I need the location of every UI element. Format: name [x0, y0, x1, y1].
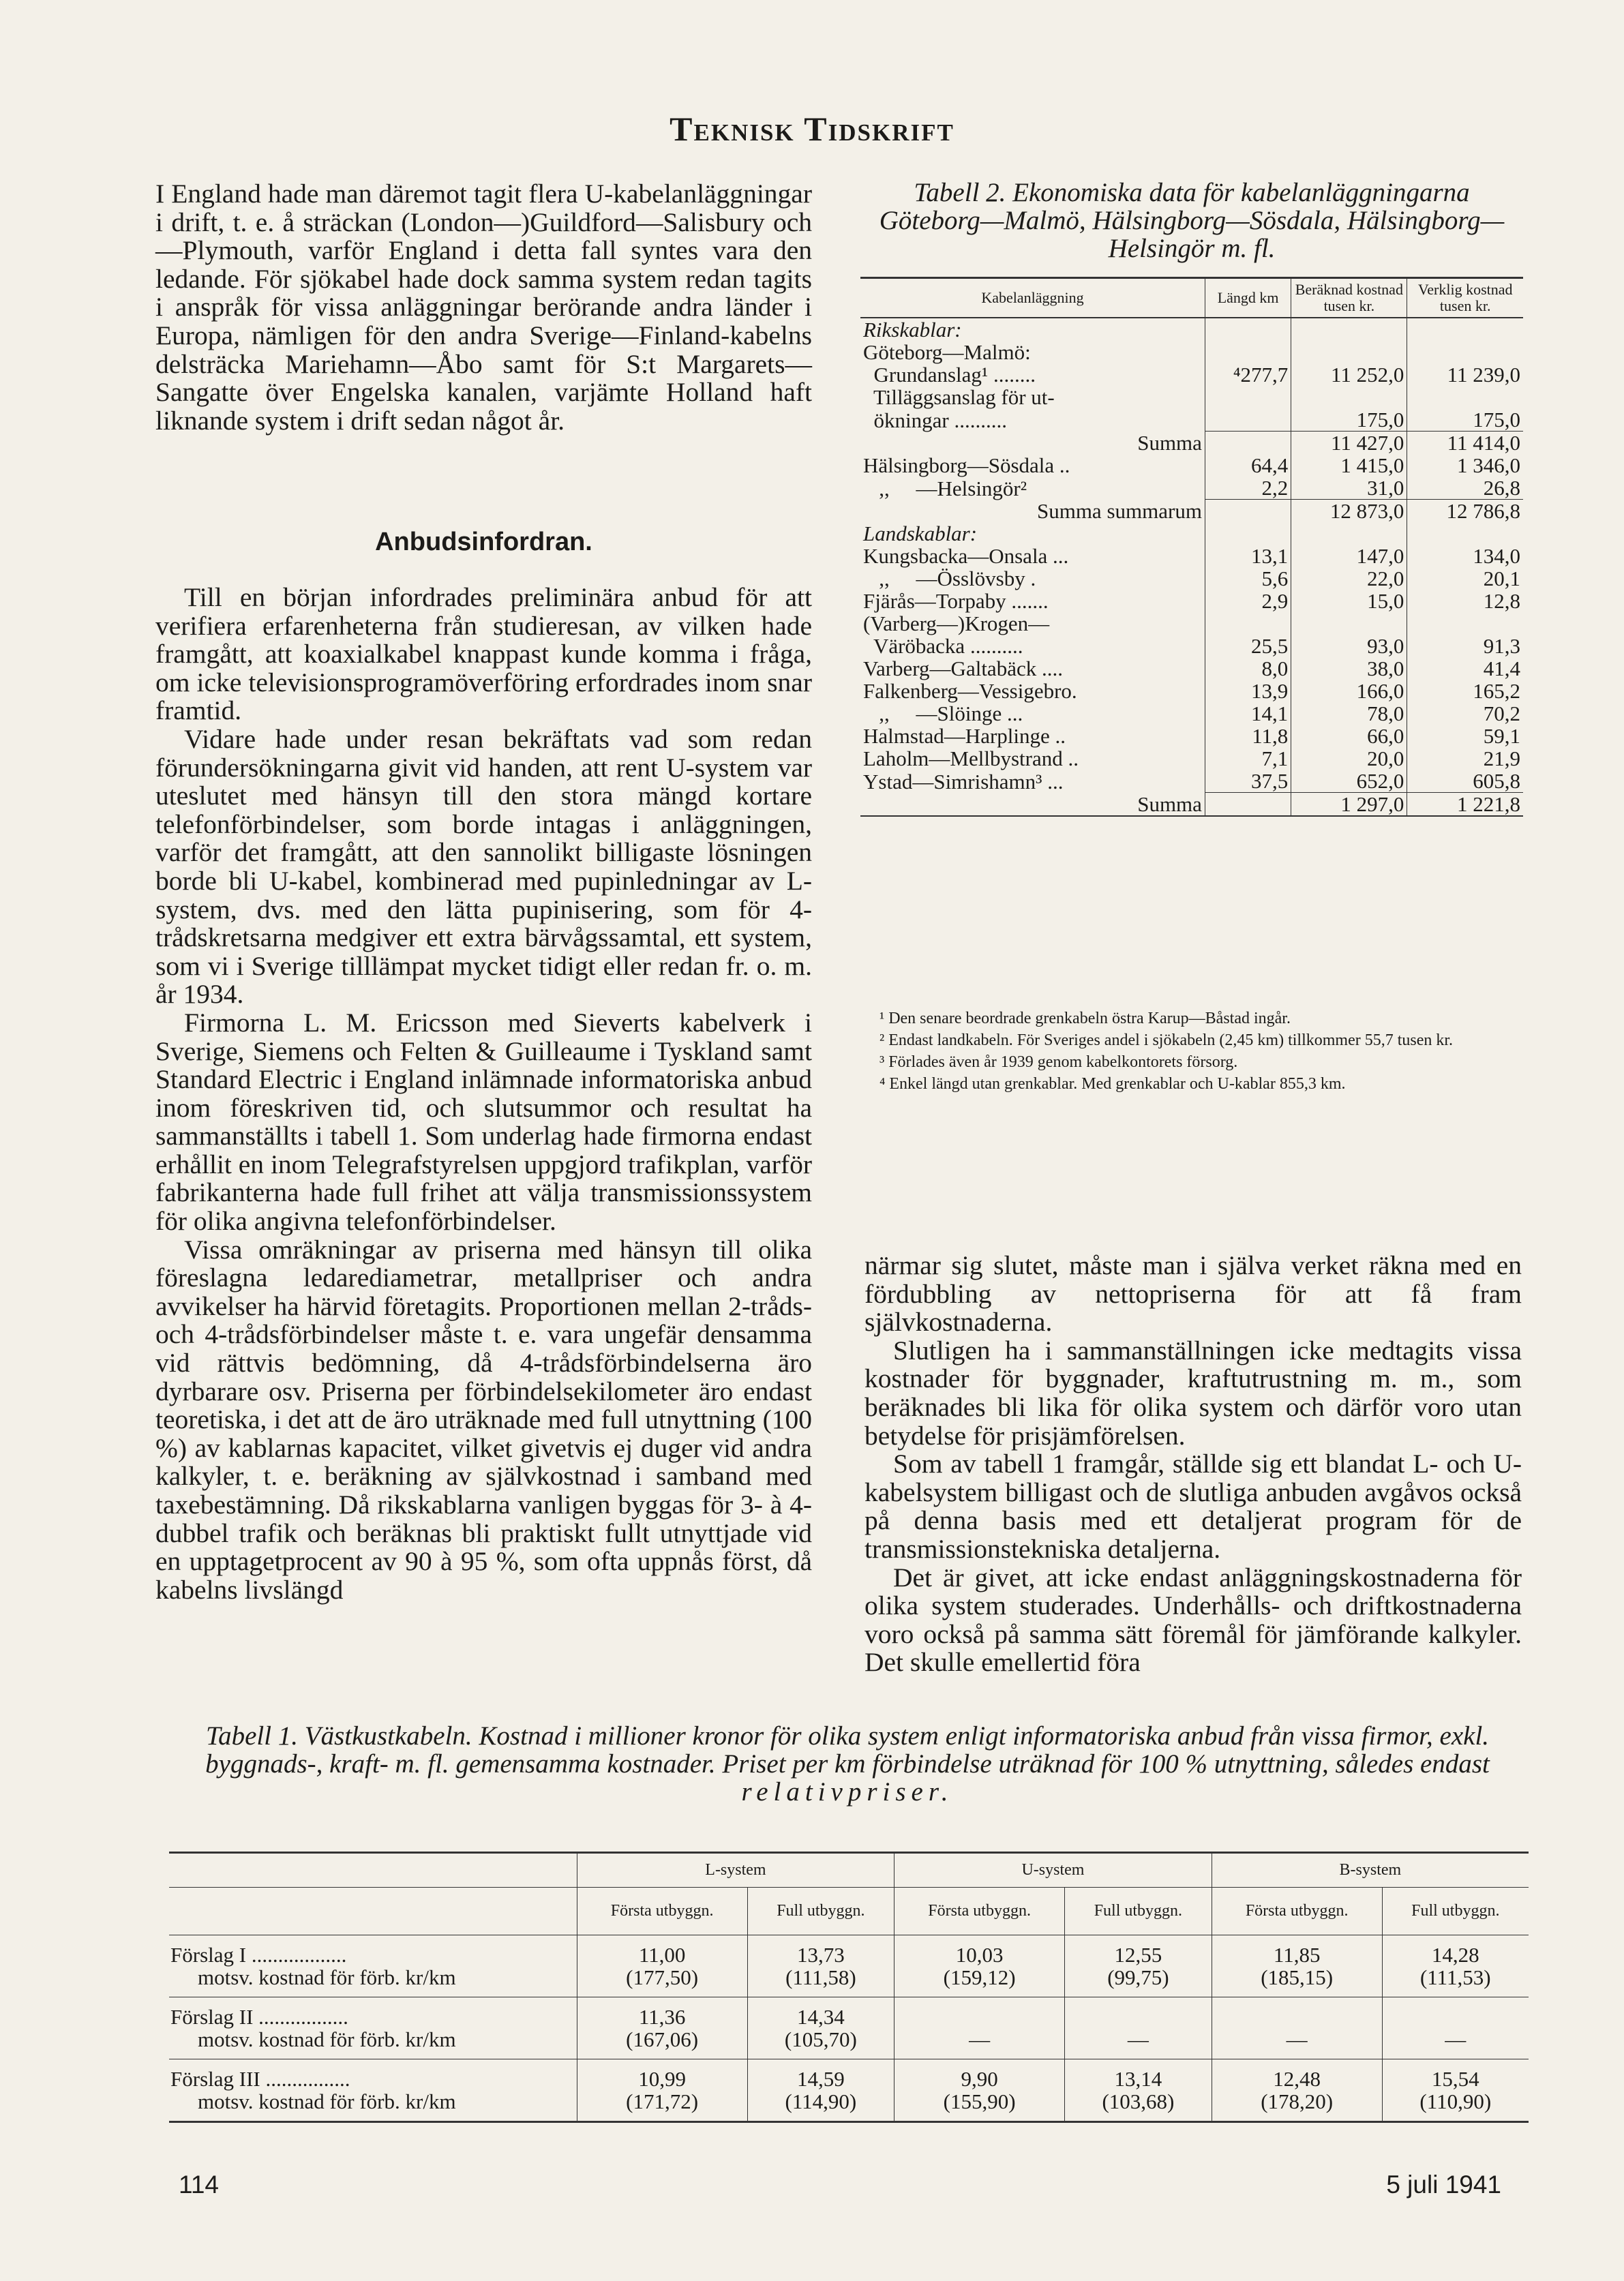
value-cell: 14,28: [1382, 1935, 1529, 1967]
value-cell: 12,55: [1065, 1935, 1212, 1967]
footnote: ² Endast landkabeln. För Sveriges andel i sjökabeln (2,45 km) tillkommer 55,7 tusen kr.: [879, 1031, 1454, 1049]
value-cell: 11,36: [577, 1997, 747, 2029]
value-cell: [1065, 1997, 1212, 2029]
value-cell: 41,4: [1407, 657, 1523, 680]
row-label: Summa: [860, 793, 1205, 817]
value-cell: [1291, 341, 1407, 363]
value-cell: [1407, 386, 1523, 408]
table-row: [860, 567, 1523, 590]
value-cell: 25,5: [1205, 635, 1291, 657]
value-cell: [1205, 612, 1291, 635]
table-row: [860, 522, 1523, 545]
value-cell: [1407, 341, 1523, 363]
header-cell: U-system: [894, 1853, 1212, 1888]
paragraph: Firmorna L. M. Ericsson med Sieverts kabelverk i Sverige, Siemens och Felten & Guilleaume i Tyskland samt Standard Electric i England inlämnade informatoriska anbud inom föreskriven tid, och slutsummor och resultat ha sammanställts i tabell 1. Som underlag hade firmorna endast erhållit en inom Telegrafstyrelsen uppgjord trafikplan, varför fabrikanterna hade full frihet att välja transmissionssystem för olika angivna telefonförbindelser.: [155, 1007, 812, 1237]
table-row: [860, 680, 1523, 702]
row-label: Hälsingborg—Sösdala ..: [863, 453, 1070, 477]
value-cell: [1291, 318, 1407, 341]
value-cell: 7,1: [1205, 747, 1291, 770]
table-row: [169, 2059, 1529, 2091]
table-row: [169, 1935, 1529, 1967]
value-cell: [1291, 612, 1407, 635]
table1-body: [169, 1935, 1529, 2122]
table-row: [860, 770, 1523, 793]
value-cell: 11,00: [577, 1935, 747, 1967]
value-cell: 2,9: [1205, 590, 1291, 612]
paragraph: närmar sig slutet, måste man i själva verket räkna med en fördubbling av nettopriserna för att få fram självkostnaderna.: [864, 1250, 1522, 1338]
table-row: [860, 702, 1523, 725]
value-cell: 20,0: [1291, 747, 1407, 770]
row-label: Landskablar:: [863, 522, 978, 545]
value-cell: [1407, 318, 1523, 341]
value-cell: —: [1065, 2028, 1212, 2059]
table-row: [860, 454, 1523, 477]
row-label: ,, —Össlövsby .: [863, 567, 1036, 590]
value-cell: 12,48: [1212, 2059, 1382, 2091]
value-cell: —: [894, 2028, 1065, 2059]
row-sublabel: motsv. kostnad för förb. kr/km: [198, 2027, 456, 2051]
value-cell: 59,1: [1407, 725, 1523, 747]
table-row: [860, 432, 1523, 455]
value-cell: [1205, 341, 1291, 363]
value-cell: 20,1: [1407, 567, 1523, 590]
value-cell: 26,8: [1407, 477, 1523, 500]
value-cell: [1205, 386, 1291, 408]
value-cell: 1 415,0: [1291, 454, 1407, 477]
row-label: ,, —Helsingör²: [863, 476, 1027, 500]
row-label: (Varberg—)Krogen—: [863, 611, 1050, 635]
left-column-body: [155, 584, 812, 1604]
row-label: Göteborg—Malmö:: [863, 340, 1031, 364]
value-cell: 5,6: [1205, 567, 1291, 590]
value-cell: [1205, 432, 1291, 455]
row-label: Förslag II .................: [169, 1997, 577, 2029]
value-cell: 1 346,0: [1407, 454, 1523, 477]
row-label: Summa: [1137, 431, 1202, 455]
value-cell: [1291, 522, 1407, 545]
value-cell: [1291, 386, 1407, 408]
header-cell: Första utbyggn.: [577, 1888, 747, 1935]
value-cell: 11 239,0: [1407, 363, 1523, 386]
row-sublabel: motsv. kostnad för förb. kr/km: [198, 1965, 456, 1989]
value-cell: (159,12): [894, 1966, 1065, 1997]
paragraph: Slutligen ha i sammanställningen icke medtagits vissa kostnader för byggnader, kraftutrustning m. m., som beräknades bli lika för olika system och därför voro utan betydelse för prisjämförelsen.: [864, 1335, 1522, 1451]
paragraph: Vidare hade under resan bekräftats vad som redan förundersökningarna givit vid handen, att rent U-system var uteslutet med hänsyn till den stora mängd kortare telefonförbindelser, som borde intagas i anläggningen, varför det framgått, att den sannolikt billigaste lösningen borde bli U-kabel, kombinerad med pupinledningar av L-system, dvs. med den lätta pupinisering, som för 4-trådskretsarna medgiver ett extra bärvågssamtal, ett system, som vi i Sverige tilllämpat mycket tidigt eller redan fr. o. m. år 1934.: [155, 723, 812, 1010]
table-row: [860, 341, 1523, 363]
value-cell: 166,0: [1291, 680, 1407, 702]
value-cell: ⁴277,7: [1205, 363, 1291, 386]
row-label: Kungsbacka—Onsala ...: [863, 544, 1069, 568]
value-cell: (103,68): [1065, 2090, 1212, 2122]
value-cell: 1 297,0: [1291, 793, 1407, 817]
header-cell: B-system: [1212, 1853, 1529, 1888]
table-row: [860, 590, 1523, 612]
table-subrow: [169, 2090, 1529, 2122]
value-cell: [1382, 1997, 1529, 2029]
value-cell: 11 414,0: [1407, 432, 1523, 455]
value-cell: 15,54: [1382, 2059, 1529, 2091]
value-cell: [1205, 408, 1291, 432]
paragraph: I England hade man däremot tagit flera U-kabelanläggningar i drift, t. e. å sträckan (London—)Guildford—Salisbury och —Plymouth, varför England i detta fall syntes vara den ledande. För sjökabel hade dock samma system redan tagits i anspråk för vissa anläggningar berörande andra länder i Europa, nämligen för den andra Sverige—Finland-kabelns delsträcka Mariehamn—Åbo samt för S:t Margarets—Sangatte över Engelska kanalen, varjämte Holland haft liknande system i drift sedan något år.: [155, 179, 812, 436]
table2: [860, 277, 1523, 817]
value-cell: 93,0: [1291, 635, 1407, 657]
value-cell: (111,53): [1382, 1966, 1529, 1997]
value-cell: 21,9: [1407, 747, 1523, 770]
header-cell: Verklig kostnad tusen kr.: [1407, 278, 1523, 318]
table-subrow: [169, 2028, 1529, 2059]
row-label: Förslag III ................: [169, 2059, 577, 2091]
header-cell: Full utbyggn.: [747, 1888, 894, 1935]
paragraph: Vissa omräkningar av priserna med hänsyn till olika föreslagna ledarediametrar, metallpriser och andra avvikelser ha härvid företagits. Proportionen mellan 2-tråds- och 4-trådsförbindelser måste t. e. vara ungefär densamma vid rättvis bedömning, då 4-trådsförbindelserna äro dyrbarare osv. Priserna per förbindelsekilometer äro endast teoretiska, i det att de äro uträknade med full utnyttning (100 %) av kablarnas kapacitet, vilket givetvis ej duger vid andra kalkyler, t. e. beräkning av självkostnad i samband med taxebestämning. Då rikskablarna vanligen byggas för 3- à 4-dubbel trafik och beräknas bli praktiskt fullt utnyttjade vid en upptagetprocent av 90 à 95 %, som ofta uppnås först, då kabelns livslängd: [155, 1234, 812, 1605]
header-cell: L-system: [577, 1853, 894, 1888]
header-cell: [169, 1853, 577, 1888]
row-label: ,, —Slöinge ...: [863, 701, 1023, 725]
value-cell: [894, 1997, 1065, 2029]
value-cell: (178,20): [1212, 2090, 1382, 2122]
caption-spaced-text: relativpriser.: [741, 1777, 954, 1807]
value-cell: [1205, 500, 1291, 523]
row-label: Falkenberg—Vessigebro.: [863, 679, 1077, 703]
value-cell: 175,0: [1291, 408, 1407, 432]
page-number: 114: [179, 2171, 219, 2199]
header-cell: Full utbyggn.: [1065, 1888, 1212, 1935]
table-row: [860, 545, 1523, 567]
table1: [169, 1852, 1529, 2123]
header-cell: Full utbyggn.: [1382, 1888, 1529, 1935]
row-label: Halmstad—Harplinge ..: [863, 724, 1066, 748]
value-cell: 91,3: [1407, 635, 1523, 657]
table-row: [860, 500, 1523, 523]
value-cell: 10,03: [894, 1935, 1065, 1967]
value-cell: 175,0: [1407, 408, 1523, 432]
value-cell: 37,5: [1205, 770, 1291, 793]
table-row: [860, 635, 1523, 657]
row-label: Rikskablar:: [863, 318, 962, 342]
value-cell: [1407, 522, 1523, 545]
section-heading: Anbudsinfordran.: [375, 528, 592, 556]
row-label: Förslag I ..................: [169, 1935, 577, 1967]
value-cell: (155,90): [894, 2090, 1065, 2122]
value-cell: (105,70): [747, 2028, 894, 2059]
table-row: [860, 657, 1523, 680]
paragraph: Som av tabell 1 framgår, ställde sig ett blandat L- och U-kabelsystem billigast och de slutliga anbuden avgåvos också på denna basis med ett detaljerat program för de transmissionstekniska detaljerna.: [864, 1449, 1522, 1564]
header-cell: Kabelanläggning: [981, 289, 1084, 306]
table2-grid: [860, 277, 1523, 817]
paragraph: Till en början infordrades preliminära anbud för att verifiera erfarenheterna från studieresan, av vilken hade framgått, att koaxialkabel knappast kunde komma i fråga, om icke televisionsprogramöverföring erfordrades inom snar framtid.: [155, 582, 812, 726]
value-cell: 11 427,0: [1291, 432, 1407, 455]
value-cell: 1 221,8: [1407, 793, 1523, 817]
table-row: [860, 747, 1523, 770]
value-cell: (111,58): [747, 1966, 894, 1997]
table-subrow: [169, 1966, 1529, 1997]
table1-subheader-row: [169, 1888, 1529, 1935]
value-cell: 652,0: [1291, 770, 1407, 793]
value-cell: 12 873,0: [1291, 500, 1407, 523]
header-cell: Längd km: [1205, 278, 1291, 318]
value-cell: 15,0: [1291, 590, 1407, 612]
table-row: [860, 612, 1523, 635]
value-cell: (114,90): [747, 2090, 894, 2122]
table1-caption: [169, 1722, 1526, 1806]
table1-group-row: [169, 1853, 1529, 1888]
caption-text: Tabell 1. Västkustkabeln. Kostnad i millioner kronor för olika system enligt informatoriska anbud från vissa firmor, exkl. byggnads-, kraft- m. fl. gemensamma kostnader. Priset per km förbindelse uträknad för 100 % utnyttning, således endast: [205, 1721, 1490, 1779]
value-cell: [1212, 1997, 1382, 2029]
table-row: [860, 318, 1523, 341]
value-cell: 165,2: [1407, 680, 1523, 702]
row-label: Varberg—Galtabäck ....: [863, 656, 1063, 680]
row-label: Väröbacka ..........: [863, 634, 1023, 658]
value-cell: 11,85: [1212, 1935, 1382, 1967]
masthead: Teknisk Tidskrift: [670, 110, 954, 148]
header-cell: Första utbyggn.: [894, 1888, 1065, 1935]
footnote: ³ Förlades även år 1939 genom kabelkontorets försorg.: [879, 1053, 1238, 1071]
value-cell: 13,1: [1205, 545, 1291, 567]
value-cell: 14,1: [1205, 702, 1291, 725]
header-cell: Första utbyggn.: [1212, 1888, 1382, 1935]
value-cell: 78,0: [1291, 702, 1407, 725]
table1-grid: [169, 1852, 1529, 2123]
value-cell: (167,06): [577, 2028, 747, 2059]
table-row: [860, 386, 1523, 408]
footnote: ⁴ Enkel längd utan grenkablar. Med grenkablar och U-kablar 855,3 km.: [879, 1075, 1346, 1093]
value-cell: 70,2: [1407, 702, 1523, 725]
row-label: Grundanslag¹ ........: [863, 363, 1036, 387]
value-cell: 14,59: [747, 2059, 894, 2091]
value-cell: —: [1382, 2028, 1529, 2059]
table2-body: [860, 318, 1523, 816]
left-column-intro: [155, 180, 812, 435]
value-cell: 38,0: [1291, 657, 1407, 680]
value-cell: (99,75): [1065, 1966, 1212, 1997]
row-label: Fjärås—Torpaby .......: [863, 589, 1049, 613]
value-cell: 9,90: [894, 2059, 1065, 2091]
value-cell: 2,2: [1205, 477, 1291, 500]
value-cell: 10,99: [577, 2059, 747, 2091]
value-cell: 134,0: [1407, 545, 1523, 567]
value-cell: 147,0: [1291, 545, 1407, 567]
footnote: ¹ Den senare beordrade grenkabeln östra Karup—Båstad ingår.: [879, 1010, 1291, 1027]
value-cell: 64,4: [1205, 454, 1291, 477]
value-cell: 14,34: [747, 1997, 894, 2029]
table-row: [860, 408, 1523, 432]
header-cell: [169, 1888, 577, 1935]
value-cell: [1205, 318, 1291, 341]
value-cell: —: [1212, 2028, 1382, 2059]
table2-caption: Tabell 2. Ekonomiska data för kabelanläggningarna Göteborg—Malmö, Hälsingborg—Sösdala, Hälsingborg—Helsingör m. fl.: [879, 178, 1505, 263]
paragraph: Det är givet, att icke endast anläggningskostnaderna för olika system studerades. Underhålls- och driftkostnaderna voro också på samma sätt föremål för jämförande kalkyler. Det skulle emellertid föra: [864, 1562, 1522, 1678]
value-cell: [1205, 522, 1291, 545]
value-cell: [1205, 793, 1291, 817]
value-cell: 13,73: [747, 1935, 894, 1967]
value-cell: 66,0: [1291, 725, 1407, 747]
value-cell: 22,0: [1291, 567, 1407, 590]
value-cell: [1407, 612, 1523, 635]
table2-header-row: [860, 278, 1523, 318]
value-cell: 12,8: [1407, 590, 1523, 612]
value-cell: 8,0: [1205, 657, 1291, 680]
value-cell: 605,8: [1407, 770, 1523, 793]
table-row: [860, 363, 1523, 386]
value-cell: 12 786,8: [1407, 500, 1523, 523]
value-cell: 11 252,0: [1291, 363, 1407, 386]
value-cell: (185,15): [1212, 1966, 1382, 1997]
right-column-body: [864, 1252, 1522, 1677]
issue-date: 5 juli 1941: [1386, 2171, 1501, 2199]
value-cell: 11,8: [1205, 725, 1291, 747]
value-cell: 13,9: [1205, 680, 1291, 702]
row-label: Tilläggsanslag för ut-: [863, 385, 1055, 409]
value-cell: 13,14: [1065, 2059, 1212, 2091]
row-label: ökningar ..........: [863, 408, 1007, 432]
row-label: Laholm—Mellbystrand ..: [863, 746, 1079, 770]
table-row: [860, 477, 1523, 500]
row-label: Summa summarum: [1036, 499, 1202, 523]
row-label: Ystad—Simrishamn³ ...: [863, 769, 1064, 794]
value-cell: 31,0: [1291, 477, 1407, 500]
table2-footnotes: [860, 1008, 1523, 1095]
value-cell: (171,72): [577, 2090, 747, 2122]
table-row: [860, 725, 1523, 747]
row-sublabel: motsv. kostnad för förb. kr/km: [169, 2090, 577, 2122]
value-cell: (177,50): [577, 1966, 747, 1997]
table-row: [860, 793, 1523, 817]
value-cell: (110,90): [1382, 2090, 1529, 2122]
table-row: [169, 1997, 1529, 2029]
header-cell: Beräknad kostnad tusen kr.: [1291, 278, 1407, 318]
